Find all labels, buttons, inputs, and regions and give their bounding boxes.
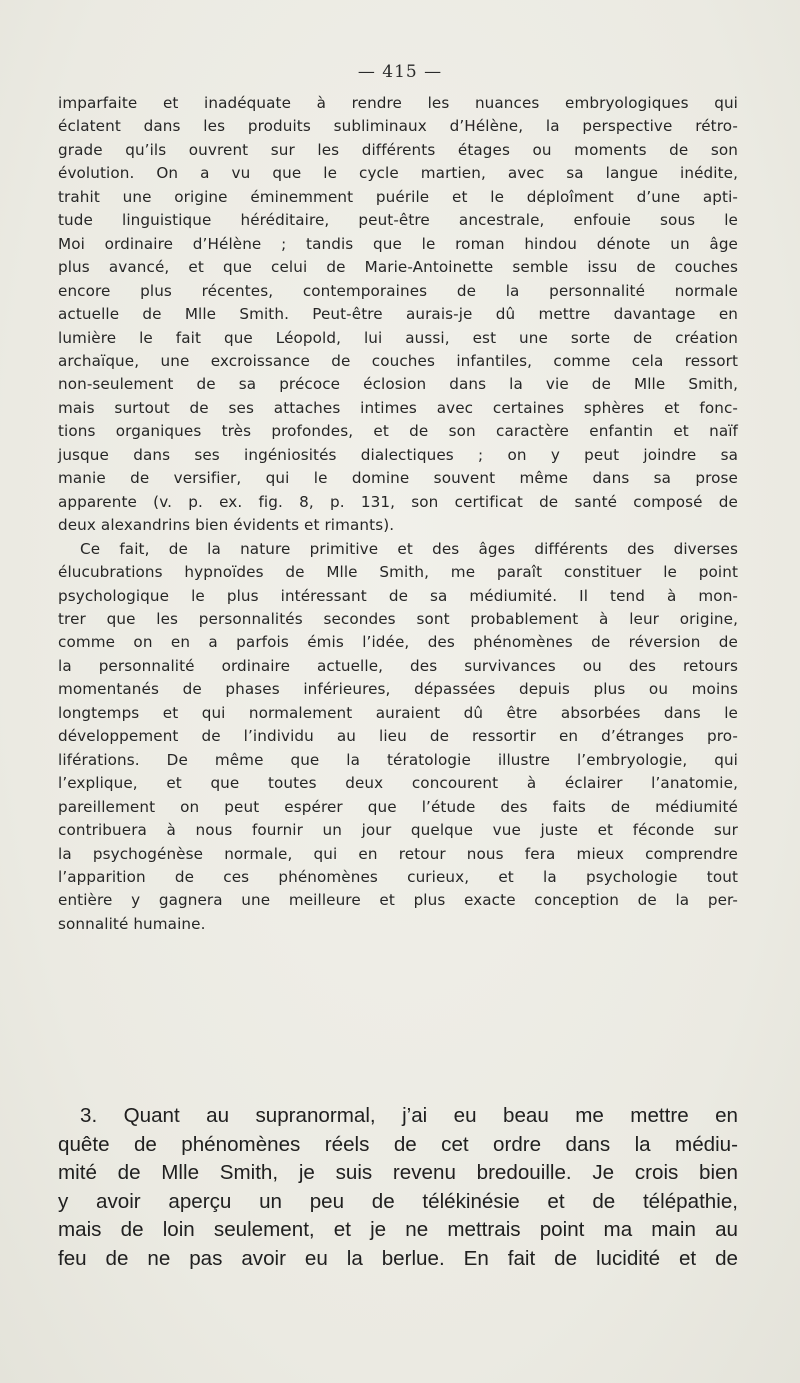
text-line: développement de l’individu au lieu de ressortir en d’étranges pro- bbox=[58, 727, 738, 746]
text-line: entière y gagnera une meilleure et plus exacte conception de la per- bbox=[58, 891, 738, 910]
text-line: archaïque, une excroissance de couches infantiles, comme cela ressort bbox=[58, 351, 738, 370]
page-number: — 415 — bbox=[357, 62, 443, 82]
text-line: deux alexandrins bien évidents et rimants). bbox=[58, 516, 395, 535]
text-line: la personnalité ordinaire actuelle, des survivances ou des retours bbox=[58, 656, 738, 675]
text-line: sonnalité humaine. bbox=[58, 914, 206, 933]
text-line: jusque dans ses ingéniosités dialectiques ; on y peut joindre sa bbox=[58, 445, 738, 464]
text-line: tude linguistique héréditaire, peut-être ancestrale, enfouie sous le bbox=[58, 211, 738, 230]
text-line: trer que les personnalités secondes sont probablement à leur origine, bbox=[58, 609, 738, 628]
text-line: quête de phénomènes réels de cet ordre dans la médiu- bbox=[58, 1132, 738, 1156]
body-text-large bbox=[58, 1102, 738, 1273]
text-line: apparente (v. p. ex. fig. 8, p. 131, son certificat de santé composé de bbox=[58, 492, 738, 511]
text-line: momentanés de phases inférieures, dépassées depuis plus ou moins bbox=[58, 680, 738, 699]
text-line: encore plus récentes, contemporaines de la personnalité normale bbox=[58, 281, 738, 300]
text-line: contribuera à nous fournir un jour quelque vue juste et féconde sur bbox=[58, 821, 738, 840]
text-line: pareillement on peut espérer que l’étude des faits de médiumité bbox=[58, 797, 738, 816]
paragraph-3 bbox=[58, 1102, 738, 1273]
text-line: l’explique, et que toutes deux concourent à éclairer l’anatomie, bbox=[58, 774, 738, 793]
text-line: actuelle de Mlle Smith. Peut-être aurais-je dû mettre davantage en bbox=[58, 305, 738, 324]
text-line: grade qu’ils ouvrent sur les différents étages ou moments de son bbox=[58, 140, 738, 159]
text-line: plus avancé, et que celui de Marie-Antoinette semble issu de couches bbox=[58, 258, 738, 277]
text-line: la psychogénèse normale, qui en retour nous fera mieux comprendre bbox=[58, 844, 738, 863]
text-line: psychologique le plus intéressant de sa médiumité. Il tend à mon- bbox=[58, 586, 738, 605]
text-line: manie de versifier, qui le domine souvent même dans sa prose bbox=[58, 469, 738, 488]
text-line: Ce fait, de la nature primitive et des âges différents des diverses bbox=[80, 539, 738, 558]
text-line: Moi ordinaire d’Hélène ; tandis que le roman hindou dénote un âge bbox=[58, 234, 738, 253]
text-line: évolution. On a vu que le cycle martien, avec sa langue inédite, bbox=[58, 164, 738, 183]
text-line: mité de Mlle Smith, je suis revenu bredouille. Je crois bien bbox=[58, 1161, 738, 1184]
text-line: imparfaite et inadéquate à rendre les nuances embryologiques qui bbox=[58, 94, 738, 112]
text-line: comme on en a parfois émis l’idée, des phénomènes de réversion de bbox=[58, 633, 738, 652]
text-line: l’apparition de ces phénomènes curieux, et la psychologie tout bbox=[58, 867, 738, 886]
text-line: mais surtout de ses attaches intimes avec certaines sphères et fonc- bbox=[58, 398, 738, 417]
paragraph-2 bbox=[58, 538, 738, 937]
text-line: y avoir aperçu un peu de télékinésie et de télépathie, bbox=[58, 1189, 738, 1213]
text-line: mais de loin seulement, et je ne mettrais point ma main au bbox=[58, 1218, 738, 1241]
text-line: 3. Quant au supranormal, j’ai eu beau me mettre en bbox=[80, 1104, 738, 1127]
text-line: élucubrations hypnoïdes de Mlle Smith, me paraît constituer le point bbox=[58, 563, 738, 582]
text-line: tions organiques très profondes, et de son caractère enfantin et naïf bbox=[58, 422, 738, 441]
text-line: éclatent dans les produits subliminaux d’Hélène, la perspective rétro- bbox=[58, 117, 738, 136]
text-line: longtemps et qui normalement auraient dû être absorbées dans le bbox=[58, 703, 738, 722]
text-line: non-seulement de sa précoce éclosion dans la vie de Mlle Smith, bbox=[58, 375, 738, 394]
paragraph-1 bbox=[58, 92, 738, 538]
text-line: trahit une origine éminemment puérile et le déploîment d’une apti- bbox=[58, 187, 738, 206]
text-line: liférations. De même que la tératologie illustre l’embryologie, qui bbox=[58, 750, 738, 769]
text-line: lumière le fait que Léopold, lui aussi, est une sorte de création bbox=[58, 328, 738, 347]
body-text-small bbox=[58, 92, 738, 936]
text-line: feu de ne pas avoir eu la berlue. En fait de lucidité et de bbox=[58, 1246, 738, 1270]
